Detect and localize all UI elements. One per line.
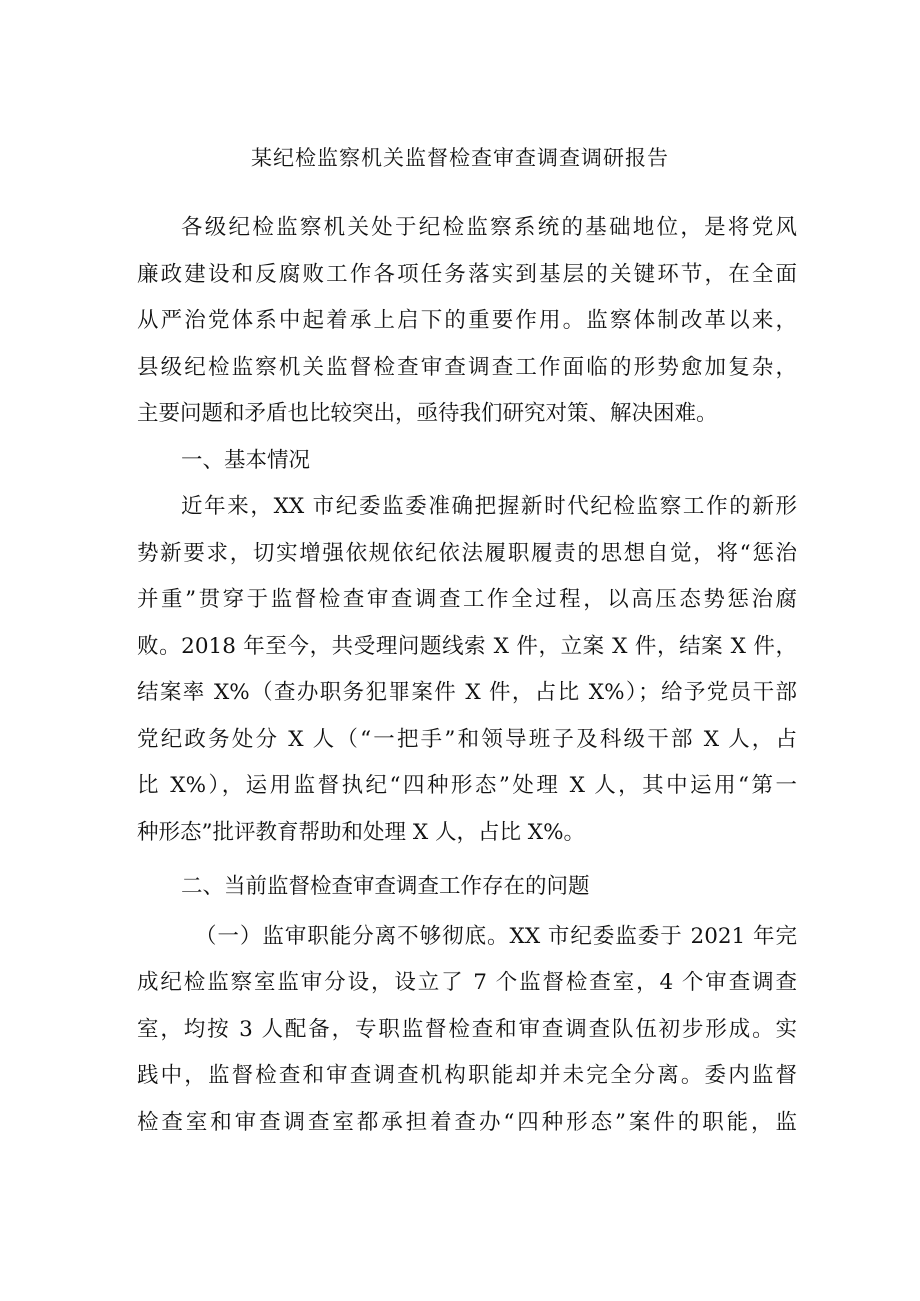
paragraph-line: 主要问题和矛盾也比较突出，亟待我们研究对策、解决困难。 [137,401,718,426]
paragraph-line: 廉政建设和反腐败工作各项任务落实到基层的关键环节，在全面 [137,261,797,287]
paragraph-line: （一）监审职能分离不够彻底。XX 市纪委监委于 2021 年完 [195,923,797,949]
document-body [137,205,797,1146]
paragraph-line: 党纪政务处分 X 人（“一把手”和领导班子及科级干部 X 人，占 [137,726,797,752]
paragraph-line: 检查室和审查调查室都承担着查办“四种形态”案件的职能，监 [137,1109,797,1135]
paragraph-line: 室，均按 3 人配备，专职监督检查和审查调查队伍初步形成。实 [137,1016,797,1042]
paragraph-line: 从严治党体系中起着承上启下的重要作用。监察体制改革以来， [137,308,797,333]
paragraph-line: 成纪检监察室监审分设，设立了 7 个监督检查室，4 个审查调查 [137,970,797,995]
paragraph-line: 势新要求，切实增强依规依纪依法履职履责的思想自觉，将“惩治 [137,540,797,566]
paragraph-intro [137,205,797,438]
paragraph-line: 县级纪检监察机关监督检查审查调查工作面临的形势愈加复杂， [137,354,797,380]
section-heading: 二、当前监督检查审查调查工作存在的问题 [181,874,590,899]
paragraph-basic-situation [137,484,797,856]
document-title: 某纪检监察机关监督检查审查调查调研报告 [251,146,669,170]
paragraph-separation [137,914,797,1147]
paragraph-line: 种形态”批评教育帮助和处理 X 人，占比 X%。 [137,819,586,845]
paragraph-line: 结案率 X%（查办职务犯罪案件 X 件，占比 X%）；给予党员干部 [137,680,797,705]
paragraph-line: 并重”贯穿于监督检查审查调查工作全过程，以高压态势惩治腐 [137,587,797,612]
paragraph-line: 比 X%），运用监督执纪“四种形态”处理 X 人，其中运用“第一 [137,773,797,798]
section-heading-basic [137,438,797,485]
section-heading: 一、基本情况 [181,447,311,473]
section-heading-problems [137,864,797,911]
paragraph-line: 践中，监督检查和审查调查机构职能却并未完全分离。委内监督 [137,1063,797,1088]
paragraph-line: 近年来，XX 市纪委监委准确把握新时代纪检监察工作的新形 [181,494,797,519]
paragraph-line: 败。2018 年至今，共受理问题线索 X 件，立案 X 件，结案 X 件， [137,633,797,659]
paragraph-line: 各级纪检监察机关处于纪检监察系统的基础地位，是将党风 [181,215,797,240]
